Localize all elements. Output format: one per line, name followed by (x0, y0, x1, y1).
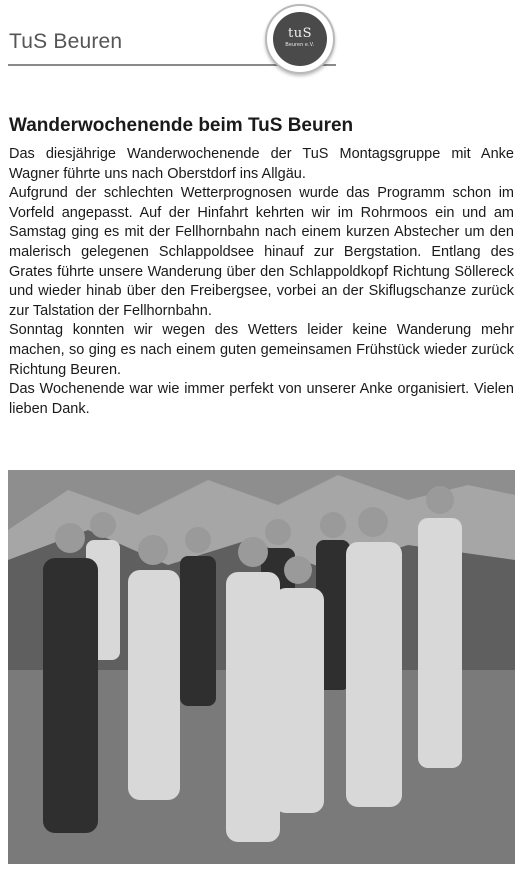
article-body (9, 145, 514, 419)
club-logo-badge (273, 12, 327, 66)
hiker-figure (346, 507, 402, 807)
club-name: TuS Beuren (9, 30, 123, 53)
club-logo-mark: tuS (287, 26, 312, 41)
club-logo (265, 4, 335, 74)
page-header (0, 0, 522, 80)
article-paragraph: Das diesjährige Wanderwochenende der TuS Montagsgruppe mit Anke Wagner führte uns nach Oberstdorf ins Allgäu. (9, 146, 514, 182)
article-paragraph: Aufgrund der schlechten Wetterprognosen wurde das Programm schon im Vorfeld angepasst. Auf der Hinfahrt kehrten wir im Rohrmoos ein und am Samstag ging es mit der Fellhornbahn nach einem kurzen Abstecher um den malerisch gelegenen Schlappoldsee hinauf zur Bergstation. Entlang des Grates führte unsere Wanderung über den Schlappoldkopf Richtung Söllereck und wieder hinab über den Freibergsee, vorbei an der Skiflugschanze zurück zur Talstation der Fellhornbahn. (9, 185, 514, 319)
hiker-figure (128, 535, 180, 800)
hiker-figure (418, 486, 462, 768)
hiker-figure (226, 537, 280, 842)
group-photo (8, 470, 515, 864)
club-logo-subtitle: Beuren e.V. (285, 42, 315, 48)
hiker-figure (43, 523, 98, 833)
article-title: Wanderwochenende beim TuS Beuren (9, 115, 354, 136)
hiker-figure (274, 556, 324, 813)
article-paragraph: Sonntag konnten wir wegen des Wetters leider keine Wanderung mehr machen, so ging es nach einem guten gemeinsamen Frühstück wieder zurück Richtung Beuren. (9, 322, 514, 378)
group-photo-illustration (8, 470, 515, 864)
article-paragraph: Das Wochenende war wie immer perfekt von unserer Anke organisiert. Vielen lieben Dank. (9, 381, 514, 417)
